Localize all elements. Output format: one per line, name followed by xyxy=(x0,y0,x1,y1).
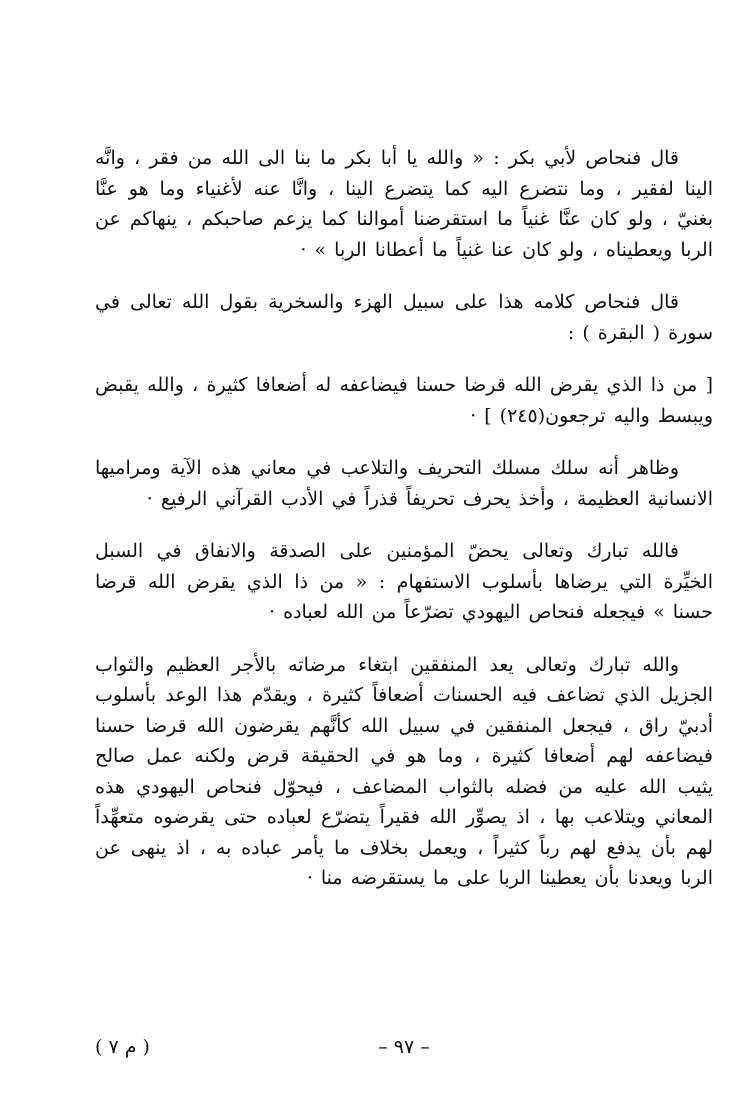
paragraph-2: قال فنحاص كلامه هذا على سبيل الهزء والسخرية بقول الله تعالى في سورة ( البقرة ) : xyxy=(95,291,713,344)
quran-verse-quote: [ من ذا الذي يقرض الله قرضا حسنا فيضاعفه له أضعافا كثيرة ، والله يقبض ويبسط واليه ترجعون(٢٤٥) ] · xyxy=(95,374,713,427)
page-number: – ٩٧ – xyxy=(378,1036,430,1058)
paragraph-3: وظاهر أنه سلك مسلك التحريف والتلاعب في معاني هذه الآية ومراميها الانسانية العظيمة ، وأخذ يحرف تحريفاً قذراً في الأدب القرآني الرفيع · xyxy=(95,457,713,510)
page-footer xyxy=(95,1036,713,1066)
paragraph-4: فالله تبارك وتعالى يحضّ المؤمنين على الصدقة والانفاق في السبل الخيِّرة التي يرضاها بأسلوب الاستفهام : « من ذا الذي يقرض الله قرضا حسنا » فيجعله فنحاص اليهودي تضرّعاً من الله لعباده · xyxy=(95,540,713,623)
paragraph-1: قال فنحاص لأبي بكر : « والله يا أبا بكر ما بنا الى الله من فقر ، وانَّه الينا لفقير ، وما نتضرع اليه كما يتضرع الينا ، وانَّا عنه لأغنياء وما هو عنَّا بغنيّ ، ولو كان عنَّا غنياً ما استقرضنا أموالنا كما يزعم صاحبكم ، ينهاكم عن الربا ويعطيناه ، ولو كان عنا غنياً ما أعطانا الربا » · xyxy=(95,147,713,261)
signature-mark: ( م ٧ ) xyxy=(95,1036,150,1058)
paragraph-5: والله تبارك وتعالى يعد المنفقين ابتغاء مرضاته بالأجر العظيم والثواب الجزيل الذي تضاعف فيه الحسنات أضعافاً كثيرة ، ويقدّم هذا الوعد بأسلوب أدبيّ راق ، فيجعل المنفقين في سبيل الله كأنَّهم يقرضون الله قرضا حسنا فيضاعفه لهم أضعافا كثيرة ، وما هو في الحقيقة قرض ولكنه عمل صالح يثيب الله عليه من فضله بالثواب المضاعف ، فيحوّل فنحاص اليهودي هذه المعاني ويتلاعب بها ، اذ يصوِّر الله فقيراً يتضرّع لعباده حتى يقرضوه متعهِّداً لهم بأن يدفع لهم رباً كثيراً ، ويعمل بخلاف ما يأمر عباده به ، اذ ينهى عن الربا ويعدنا بأن يعطينا الربا على ما يستقرضه منا · xyxy=(95,653,713,889)
page-body xyxy=(95,143,713,916)
